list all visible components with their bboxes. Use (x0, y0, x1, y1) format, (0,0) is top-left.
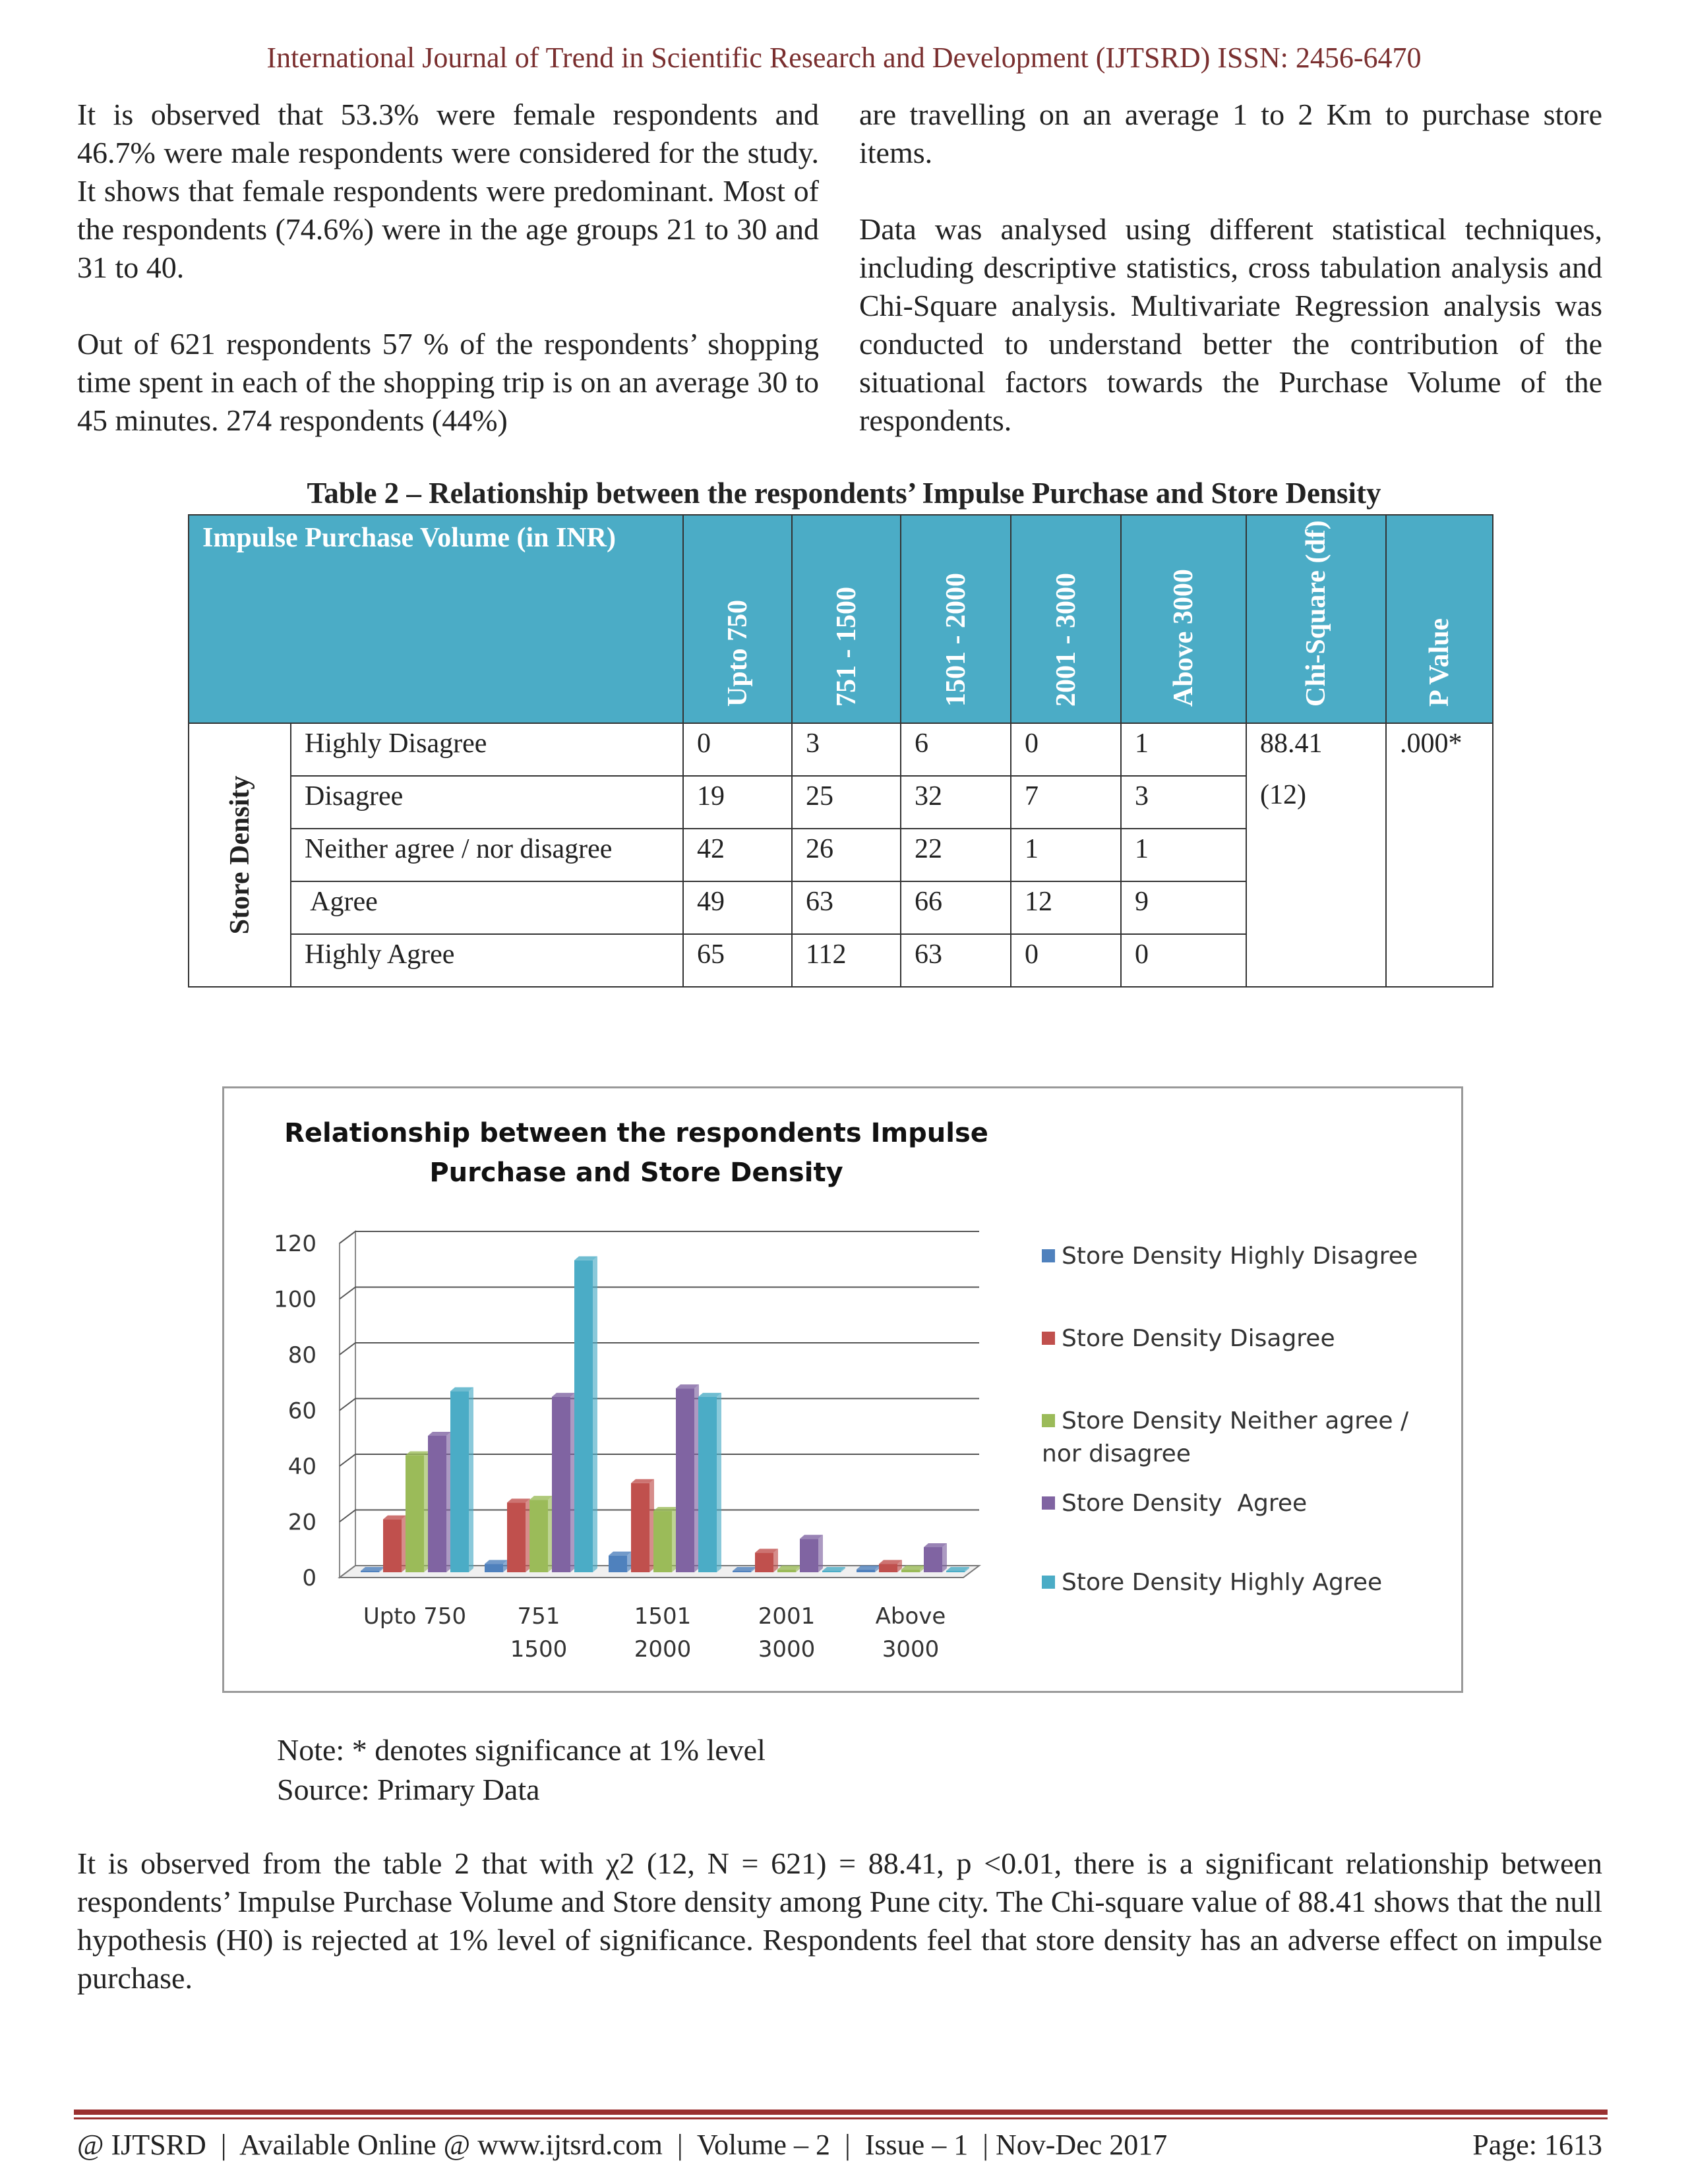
bar (698, 1393, 721, 1572)
bar-side (446, 1432, 451, 1572)
bar-side (717, 1393, 721, 1572)
bar-face (428, 1436, 446, 1572)
chi-square-header: Chi-Square (df) (1246, 515, 1386, 723)
table-cell: 0 (1121, 934, 1246, 987)
row-label: Agree (291, 881, 683, 934)
y-tick-label: 20 (287, 1509, 316, 1536)
table-cell: 65 (683, 934, 792, 987)
x-tick-label: 3000 (758, 1636, 816, 1663)
bar (406, 1452, 429, 1572)
left-paragraph-2: Out of 621 respondents 57 % of the respondents’ shopping time spent in each of the shopping trip is on an average 30 to 45 minutes. 274 respondents (44%) (77, 327, 819, 437)
chart-title: Relationship between the respondents Impulse Purchase and Store Density (284, 1118, 988, 1188)
legend-swatch (1042, 1332, 1055, 1345)
legend-item (1042, 1240, 1451, 1273)
x-tick-label: Above (875, 1603, 946, 1630)
bar-side (526, 1498, 530, 1572)
row-label: Neither agree / nor disagree (291, 829, 683, 881)
x-tick-label: 1501 (634, 1603, 692, 1630)
column-header: Above 3000 (1121, 515, 1246, 723)
bar-face (879, 1564, 897, 1572)
row-label: Highly Disagree (291, 723, 683, 776)
table-header-row (189, 515, 1493, 723)
bar (529, 1496, 553, 1572)
bar-face (800, 1539, 818, 1572)
footer (77, 2128, 1602, 2162)
table-notes (277, 1730, 766, 1810)
bar-side (649, 1479, 654, 1572)
legend-label: Store Density Highly Agree (1062, 1569, 1383, 1596)
footer-rule (74, 2117, 1608, 2119)
right-paragraph-1: are travelling on an average 1 to 2 Km to purchase store items. (859, 98, 1602, 169)
bar-face (485, 1564, 503, 1572)
bar (383, 1516, 406, 1572)
footer-rule (74, 2110, 1608, 2115)
table-cell: 9 (1121, 881, 1246, 934)
table-cell: 6 (901, 723, 1011, 776)
y-tick-label: 0 (302, 1565, 316, 1591)
x-tick-label: 2001 (758, 1603, 816, 1630)
p-value-cell: .000* (1386, 723, 1493, 987)
bar-face (361, 1571, 379, 1572)
bar (574, 1256, 597, 1572)
bar-face (733, 1571, 751, 1572)
bar (676, 1384, 699, 1572)
bar (924, 1543, 947, 1572)
bar (507, 1498, 530, 1572)
table-cell: 0 (1011, 934, 1121, 987)
gridline (340, 1287, 979, 1299)
bar-face (901, 1570, 920, 1572)
legend-swatch (1042, 1414, 1055, 1427)
bar-face (631, 1483, 649, 1572)
legend-swatch (1042, 1249, 1055, 1262)
table-cell: 63 (901, 934, 1011, 987)
bar (857, 1566, 880, 1572)
table-cell: 66 (901, 881, 1011, 934)
table-cell: 12 (1011, 881, 1121, 934)
table-cell: 19 (683, 776, 792, 829)
bar (901, 1566, 924, 1572)
x-tick-label: 751 (517, 1603, 560, 1630)
gridline (340, 1399, 979, 1411)
table-cell: 1 (1121, 829, 1246, 881)
journal-header: International Journal of Trend in Scientific Research and Development (IJTSRD) ISSN: 2456-6470 (266, 42, 1422, 74)
y-tick-label: 100 (274, 1286, 316, 1313)
bar-face (924, 1547, 942, 1572)
table-title: Table 2 – Relationship between the respondents’ Impulse Purchase and Store Density (307, 477, 1381, 510)
y-tick-label: 40 (287, 1454, 316, 1480)
table-cell: 0 (683, 723, 792, 776)
bar (879, 1560, 902, 1572)
source-note: Source: Primary Data (277, 1773, 540, 1806)
gridline (340, 1343, 979, 1355)
bar-side (402, 1516, 406, 1572)
table-cell: 63 (792, 881, 901, 934)
bar-side (818, 1535, 823, 1572)
store-density-label: Store Density (189, 723, 291, 987)
bar-side (469, 1387, 473, 1572)
bar-side (424, 1452, 429, 1572)
table-cell: 22 (901, 829, 1011, 881)
table-head-label: Impulse Purchase Volume (in INR) (189, 515, 683, 723)
x-tick-label: 1500 (510, 1636, 568, 1663)
bar (800, 1535, 823, 1572)
bar (609, 1552, 632, 1572)
table-row (189, 723, 1493, 776)
legend-label: Store Density Disagree (1062, 1325, 1335, 1352)
y-tick-label: 80 (287, 1342, 316, 1369)
bar-face (777, 1570, 796, 1572)
table-cell: 49 (683, 881, 792, 934)
y-tick-label: 120 (274, 1231, 316, 1257)
bar-face (529, 1500, 548, 1572)
bar-face (507, 1502, 526, 1572)
bar-face (946, 1571, 965, 1572)
x-tick-label: Upto 750 (363, 1603, 467, 1630)
table-cell: 7 (1011, 776, 1121, 829)
row-label: Highly Agree (291, 934, 683, 987)
table-cell: 1 (1011, 829, 1121, 881)
legend-item (1042, 1487, 1451, 1520)
bar (552, 1393, 575, 1572)
legend-label: Store Density Highly Disagree (1062, 1243, 1418, 1270)
legend-swatch (1042, 1576, 1055, 1589)
table-cell: 112 (792, 934, 901, 987)
bar-side (672, 1507, 677, 1572)
table-cell: 0 (1011, 723, 1121, 776)
x-tick-label: 2000 (634, 1636, 692, 1663)
bar-face (406, 1456, 424, 1572)
legend-label: Store Density Agree (1062, 1490, 1308, 1517)
bar (777, 1566, 800, 1572)
right-column (859, 96, 1602, 478)
conclusion-paragraph: It is observed from the table 2 that with χ2 (12, N = 621) = 88.41, p <0.01, there is a significant relationship between respondents’ Impulse Purchase Volume and Store density among Pune city. The Chi-square value of 88.41 shows that the null hypothesis (H0) is rejected at 1% level of significance. Respondents feel that store density has an adverse effect on impulse purchase. (77, 1846, 1602, 1995)
bar-side (773, 1549, 778, 1572)
left-paragraph-1: It is observed that 53.3% were female respondents and 46.7% were male respondents were considered for the study. It shows that female respondents were predominant. Most of the respondents (74.6%) were in the age groups 21 to 30 and 31 to 40. (77, 98, 819, 284)
column-header: 1501 - 2000 (901, 515, 1011, 723)
gridline (340, 1231, 979, 1243)
chart (222, 1086, 1463, 1693)
degrees-of-freedom: (12) (1260, 780, 1306, 810)
bar (631, 1479, 654, 1572)
y-tick-label: 60 (287, 1398, 316, 1425)
table-cell: 32 (901, 776, 1011, 829)
legend-item (1042, 1322, 1451, 1355)
right-paragraph-2: Data was analysed using different statistical techniques, including descriptive statistics, cross tabulation analysis and Chi-Square analysis. Multivariate Regression analysis was conducted to understand better the contribution of the situational factors towards the Purchase Volume of the respondents. (859, 212, 1602, 437)
bar-side (942, 1543, 947, 1572)
bar (755, 1549, 778, 1572)
column-header: Upto 750 (683, 515, 792, 723)
legend-label: Store Density Neither agree / nor disagree (1042, 1407, 1416, 1467)
p-value-header: P Value (1386, 515, 1493, 723)
page-number: Page: 1613 (1472, 2129, 1602, 2161)
bar-face (822, 1571, 841, 1572)
table-cell: 42 (683, 829, 792, 881)
bar-face (857, 1570, 875, 1572)
bar-face (574, 1260, 593, 1572)
bar-face (698, 1397, 717, 1572)
bar (450, 1387, 473, 1572)
table-cell: 1 (1121, 723, 1246, 776)
x-tick-label: 3000 (882, 1636, 940, 1663)
table-cell: 25 (792, 776, 901, 829)
bar-face (676, 1388, 694, 1572)
bar-side (593, 1256, 597, 1572)
table-cell: 26 (792, 829, 901, 881)
significance-note: Note: * denotes significance at 1% level (277, 1733, 766, 1767)
bar-face (755, 1552, 773, 1572)
legend-item (1042, 1566, 1451, 1599)
chi-square-value: 88.41 (1260, 728, 1323, 759)
bar-face (450, 1391, 469, 1572)
data-table (188, 514, 1493, 988)
chart-plot (224, 1088, 1461, 1691)
chi-square-cell (1246, 723, 1386, 987)
bar (653, 1507, 677, 1572)
bar-face (609, 1556, 627, 1572)
column-header: 2001 - 3000 (1011, 515, 1121, 723)
column-header: 751 - 1500 (792, 515, 901, 723)
table-cell: 3 (792, 723, 901, 776)
bar-side (548, 1496, 553, 1572)
bar-side (570, 1393, 575, 1572)
table-cell: 3 (1121, 776, 1246, 829)
bar (428, 1432, 451, 1572)
left-column (77, 96, 819, 478)
bar-face (653, 1511, 672, 1572)
bar-face (552, 1397, 570, 1572)
footer-info: @ IJTSRD | Available Online @ www.ijtsrd.com | Volume – 2 | Issue – 1 | Nov-Dec 2017 (77, 2129, 1168, 2161)
bar (485, 1560, 508, 1572)
legend-swatch (1042, 1496, 1055, 1510)
row-label: Disagree (291, 776, 683, 829)
bar-face (383, 1520, 402, 1572)
legend-item (1042, 1405, 1451, 1471)
bar-side (694, 1384, 699, 1572)
